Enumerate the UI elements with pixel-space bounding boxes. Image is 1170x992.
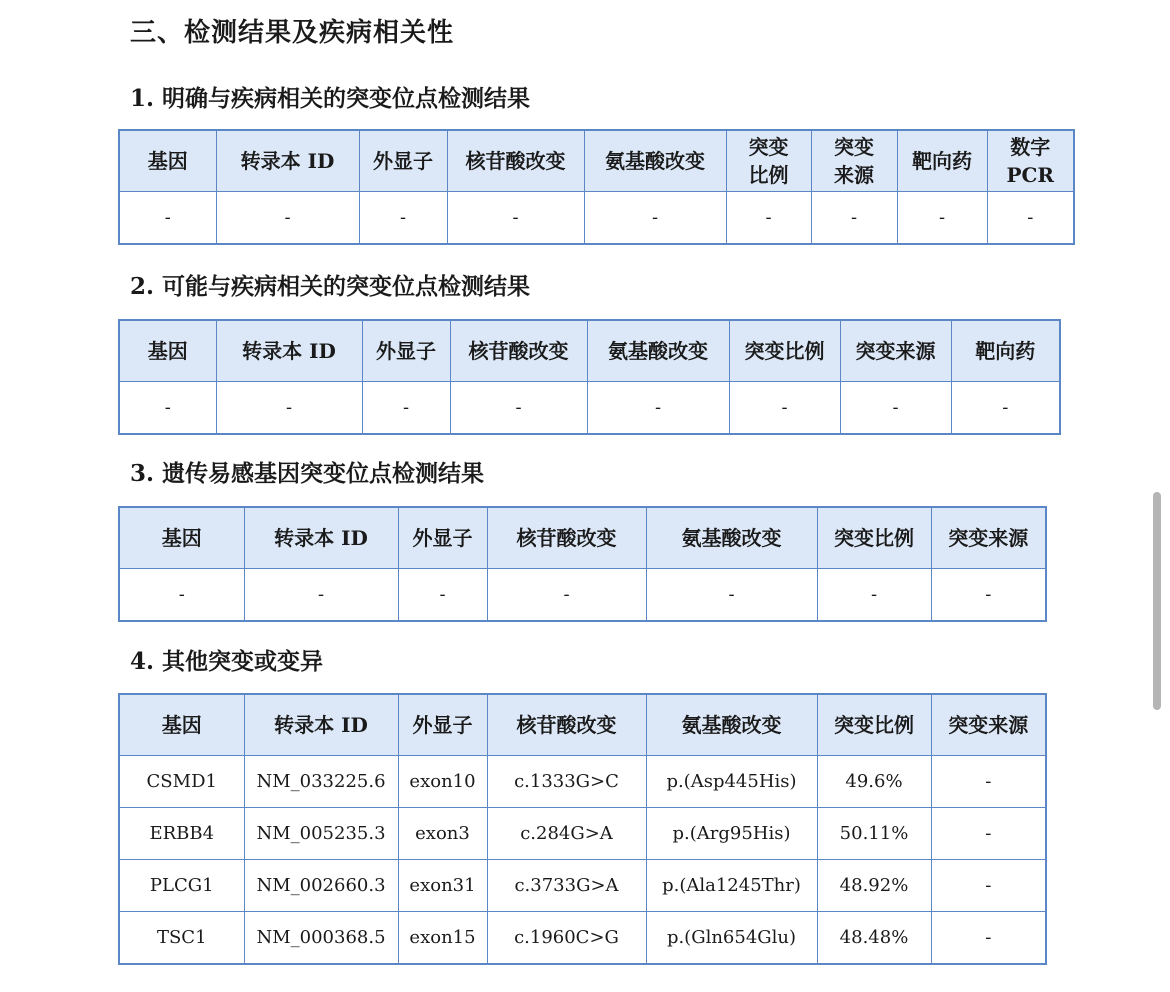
- col-exon: 外显子: [362, 320, 450, 382]
- col-mutation-source: 突变 来源: [811, 130, 897, 192]
- col-gene: 基因: [119, 320, 216, 382]
- cell: NM_005235.3: [244, 808, 398, 860]
- col-transcript-id: 转录本 ID: [216, 320, 362, 382]
- cell: CSMD1: [119, 756, 244, 808]
- col-exon: 外显子: [359, 130, 447, 192]
- sec1-table: [118, 129, 1075, 245]
- sec4-table: [118, 693, 1047, 965]
- cell: -: [362, 382, 450, 435]
- cell: -: [587, 382, 729, 435]
- col-gene: 基因: [119, 507, 244, 569]
- sec3-title: 3. 遗传易感基因突变位点检测结果: [130, 460, 485, 487]
- cell: -: [398, 569, 487, 622]
- col-nucleotide-change: 核苷酸改变: [447, 130, 584, 192]
- table-row: [119, 808, 1046, 860]
- cell: -: [119, 382, 216, 435]
- col-exon: 外显子: [398, 694, 487, 756]
- cell: -: [897, 192, 987, 245]
- col-mutation-ratio: 突变比例: [817, 694, 931, 756]
- cell: -: [726, 192, 811, 245]
- col-nucleotide-change: 核苷酸改变: [487, 694, 646, 756]
- col-mutation-ratio: 突变 比例: [726, 130, 811, 192]
- cell: exon15: [398, 912, 487, 965]
- col-targeted-drug: 靶向药: [951, 320, 1060, 382]
- cell: -: [119, 569, 244, 622]
- cell: -: [216, 382, 362, 435]
- cell: -: [359, 192, 447, 245]
- cell: -: [951, 382, 1060, 435]
- cell: -: [931, 569, 1046, 622]
- cell: -: [216, 192, 359, 245]
- sec2-header-row: [119, 320, 1060, 382]
- cell: TSC1: [119, 912, 244, 965]
- col-mutation-source: 突变来源: [840, 320, 951, 382]
- table-row: [119, 860, 1046, 912]
- vertical-scrollbar[interactable]: [1153, 492, 1161, 710]
- cell: exon10: [398, 756, 487, 808]
- col-mutation-source: 突变来源: [931, 694, 1046, 756]
- col-mutation-source: 突变来源: [931, 507, 1046, 569]
- col-gene: 基因: [119, 694, 244, 756]
- col-mutation-ratio: 突变比例: [817, 507, 931, 569]
- cell: -: [244, 569, 398, 622]
- col-digital-pcr: 数字 PCR: [987, 130, 1074, 192]
- table-row: [119, 192, 1074, 245]
- sec3-table: [118, 506, 1047, 622]
- cell: -: [584, 192, 726, 245]
- cell: PLCG1: [119, 860, 244, 912]
- cell: -: [987, 192, 1074, 245]
- cell: exon31: [398, 860, 487, 912]
- table-row: [119, 756, 1046, 808]
- cell: -: [931, 756, 1046, 808]
- cell: p.(Ala1245Thr): [646, 860, 817, 912]
- cell: -: [487, 569, 646, 622]
- cell: 48.92%: [817, 860, 931, 912]
- col-transcript-id: 转录本 ID: [216, 130, 359, 192]
- col-nucleotide-change: 核苷酸改变: [450, 320, 587, 382]
- col-gene: 基因: [119, 130, 216, 192]
- cell: ERBB4: [119, 808, 244, 860]
- cell: NM_033225.6: [244, 756, 398, 808]
- table-row: [119, 912, 1046, 965]
- cell: NM_000368.5: [244, 912, 398, 965]
- cell: p.(Arg95His): [646, 808, 817, 860]
- sec1-header-row: [119, 130, 1074, 192]
- sec3-header-row: [119, 507, 1046, 569]
- cell: 50.11%: [817, 808, 931, 860]
- cell: -: [840, 382, 951, 435]
- cell: 48.48%: [817, 912, 931, 965]
- cell: -: [931, 912, 1046, 965]
- cell: -: [450, 382, 587, 435]
- cell: exon3: [398, 808, 487, 860]
- sec2-title: 2. 可能与疾病相关的突变位点检测结果: [130, 273, 531, 300]
- section-title: 三、检测结果及疾病相关性: [130, 18, 455, 48]
- table-row: [119, 569, 1046, 622]
- cell: -: [817, 569, 931, 622]
- cell: c.284G>A: [487, 808, 646, 860]
- col-amino-acid-change: 氨基酸改变: [646, 694, 817, 756]
- sec1-title: 1. 明确与疾病相关的突变位点检测结果: [130, 85, 531, 112]
- cell: c.1960C>G: [487, 912, 646, 965]
- sec4-header-row: [119, 694, 1046, 756]
- col-nucleotide-change: 核苷酸改变: [487, 507, 646, 569]
- cell: -: [119, 192, 216, 245]
- col-targeted-drug: 靶向药: [897, 130, 987, 192]
- cell: NM_002660.3: [244, 860, 398, 912]
- col-mutation-ratio: 突变比例: [729, 320, 840, 382]
- cell: p.(Gln654Glu): [646, 912, 817, 965]
- cell: -: [931, 808, 1046, 860]
- cell: -: [931, 860, 1046, 912]
- cell: c.1333G>C: [487, 756, 646, 808]
- col-transcript-id: 转录本 ID: [244, 694, 398, 756]
- col-amino-acid-change: 氨基酸改变: [587, 320, 729, 382]
- col-amino-acid-change: 氨基酸改变: [646, 507, 817, 569]
- cell: p.(Asp445His): [646, 756, 817, 808]
- table-row: [119, 382, 1060, 435]
- cell: -: [729, 382, 840, 435]
- cell: -: [447, 192, 584, 245]
- sec2-table: [118, 319, 1061, 435]
- col-exon: 外显子: [398, 507, 487, 569]
- sec4-title: 4. 其他突变或变异: [130, 648, 324, 675]
- col-amino-acid-change: 氨基酸改变: [584, 130, 726, 192]
- cell: -: [811, 192, 897, 245]
- col-transcript-id: 转录本 ID: [244, 507, 398, 569]
- cell: -: [646, 569, 817, 622]
- cell: c.3733G>A: [487, 860, 646, 912]
- cell: 49.6%: [817, 756, 931, 808]
